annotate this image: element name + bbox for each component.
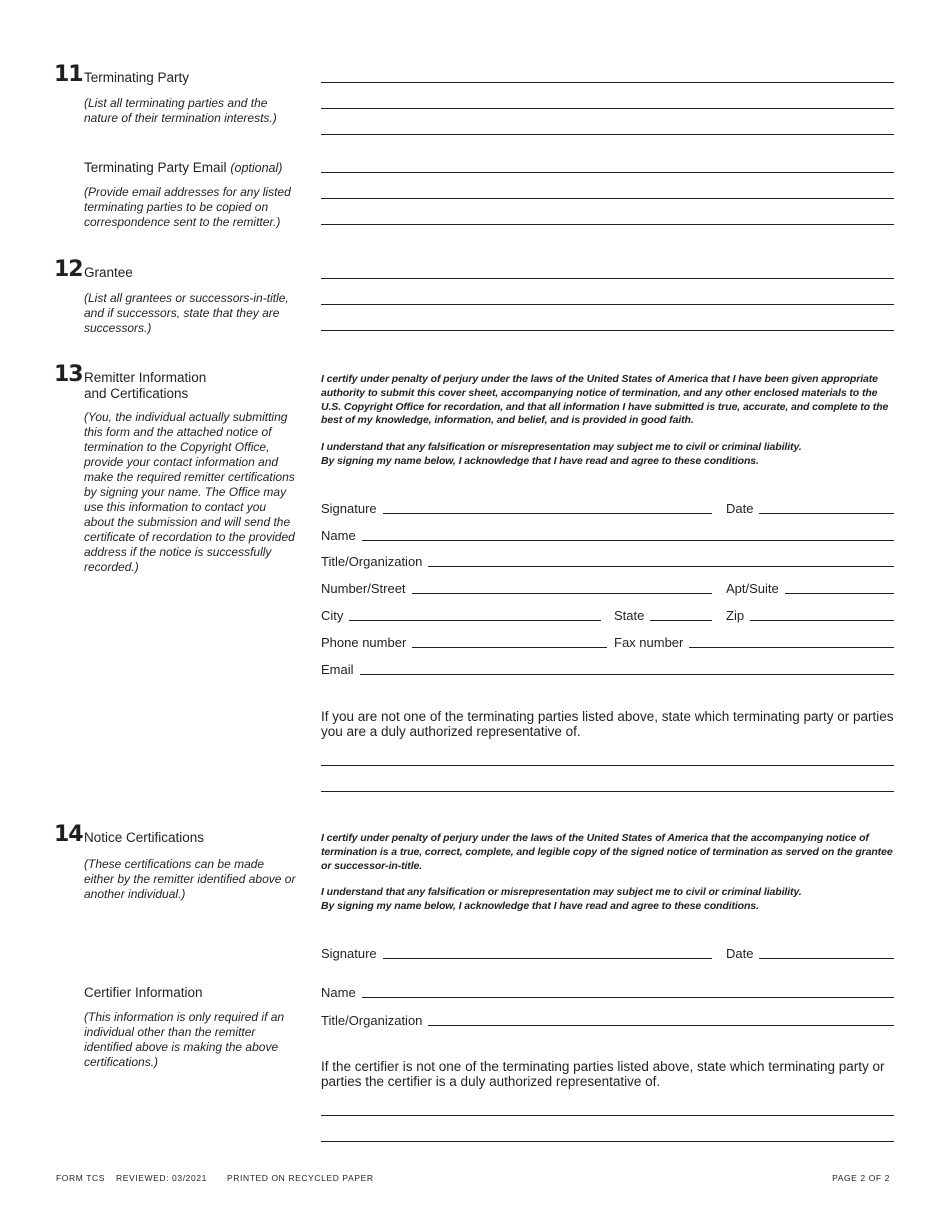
section-11-number: 11 <box>54 62 83 87</box>
signature-label: Signature <box>321 946 377 961</box>
apt-label: Apt/Suite <box>726 581 779 596</box>
grantee-line-2[interactable] <box>321 304 894 305</box>
section-12-title: Grantee <box>84 265 133 280</box>
title-org-label: Title/Organization <box>321 1013 423 1028</box>
name-label: Name <box>321 985 356 1000</box>
notice-cert-paragraph-1: I certify under penalty of perjury under the laws of the United States of America that the accompanying notice of termination is a true, correct, complete, and legible copy of the signed notice of termination as served on the grantee or successor-in-title. <box>321 832 893 872</box>
terminating-party-email-line-2[interactable] <box>321 198 894 199</box>
fax-label: Fax number <box>614 635 684 650</box>
remitter-fax-field[interactable] <box>614 634 894 650</box>
section-13-number: 13 <box>54 362 83 387</box>
city-label: City <box>321 608 344 623</box>
section-11-note: (List all terminating parties and the nature of their termination interests.) <box>84 96 277 125</box>
notice-cert-acknowledge: By signing my name below, I acknowledge that I have read and agree to these conditions. <box>321 900 759 913</box>
remitter-street-field[interactable] <box>321 580 712 596</box>
remitter-cert-paragraph-1: I certify under penalty of perjury under the laws of the United States of America that I have been given appropriate authority to submit this cover sheet, accompanying notice of termination, and any other enclosed materials to the U.S. Copyright Office for recordation, and that all information I have submitted is true, accurate, and complete to the best of my knowledge, information, and belief, and is provided in good faith. <box>321 373 889 427</box>
section-14-note: (These certifications can be made either by the remitter identified above or another individual.) <box>84 857 296 901</box>
street-label: Number/Street <box>321 581 406 596</box>
remitter-city-field[interactable] <box>321 607 601 623</box>
footer-reviewed-date: REVIEWED: 03/2021 <box>116 1173 207 1183</box>
grantee-line-3[interactable] <box>321 330 894 331</box>
terminating-party-line-1[interactable] <box>321 82 894 83</box>
footer-printed-note: PRINTED ON RECYCLED PAPER <box>227 1173 374 1183</box>
remitter-cert-liability: I understand that any falsification or misrepresentation may subject me to civil or criminal liability. <box>321 441 802 454</box>
terminating-party-email-title <box>84 160 282 176</box>
section-12-note: (List all grantees or successors-in-title, and if successors, state that they are successors.) <box>84 291 289 335</box>
certifier-representative-line-1[interactable] <box>321 1115 894 1116</box>
certifier-signature-field[interactable] <box>321 945 712 961</box>
zip-label: Zip <box>726 608 745 623</box>
notice-cert-liability: I understand that any falsification or misrepresentation may subject me to civil or criminal liability. <box>321 886 802 899</box>
remitter-cert-acknowledge: By signing my name below, I acknowledge that I have read and agree to these conditions. <box>321 454 759 467</box>
date-label: Date <box>726 946 754 961</box>
remitter-representative-line-2[interactable] <box>321 791 894 792</box>
remitter-email-field[interactable] <box>321 661 894 677</box>
section-13-note: (You, the individual actually submitting this form and the attached notice of termination to the Copyright Office, provide your contact information and make the required remitter certifications by signing your name. The Office may use this information to contact you about the submission and will send the certificate of recordation to the provided address if the notice is successfully recorded.) <box>84 410 295 574</box>
remitter-date-field[interactable] <box>726 500 894 516</box>
section-14-title: Notice Certifications <box>84 830 205 845</box>
signature-label: Signature <box>321 501 377 516</box>
remitter-cert-paragraph-2 <box>321 441 899 469</box>
terminating-party-email-note: (Provide email addresses for any listed terminating parties to be copied on correspondence sent to the remitter.) <box>84 185 291 229</box>
certifier-title-org-field[interactable] <box>321 1012 894 1028</box>
remitter-representative-text: If you are not one of the terminating parties listed above, state which terminating party or parties you are a duly authorized representative of. <box>321 709 894 739</box>
email-optional-label: (optional) <box>230 161 283 175</box>
remitter-phone-field[interactable] <box>321 634 607 650</box>
section-12-number: 12 <box>54 257 83 282</box>
footer-page-number: PAGE 2 OF 2 <box>832 1173 890 1183</box>
certifier-information-title: Certifier Information <box>84 985 203 1000</box>
certifier-representative-text: If the certifier is not one of the terminating parties listed above, state which terminating party or parties the certifier is a duly authorized representative of. <box>321 1059 885 1089</box>
remitter-name-field[interactable] <box>321 527 894 543</box>
state-label: State <box>614 608 645 623</box>
name-label: Name <box>321 528 356 543</box>
certifier-name-field[interactable] <box>321 984 894 1000</box>
email-title-text: Terminating Party Email <box>84 160 227 175</box>
remitter-representative-line-1[interactable] <box>321 765 894 766</box>
terminating-party-line-3[interactable] <box>321 134 894 135</box>
terminating-party-email-line-3[interactable] <box>321 224 894 225</box>
remitter-zip-field[interactable] <box>726 607 894 623</box>
certifier-information-note: (This information is only required if an individual other than the remitter identified above is making the above certifications.) <box>84 1010 285 1069</box>
certifier-representative-line-2[interactable] <box>321 1141 894 1142</box>
remitter-signature-field[interactable] <box>321 500 712 516</box>
remitter-state-field[interactable] <box>614 607 712 623</box>
remitter-title-org-field[interactable] <box>321 553 894 569</box>
notice-certification <box>321 832 899 914</box>
phone-label: Phone number <box>321 635 407 650</box>
email-label: Email <box>321 662 354 677</box>
terminating-party-email-line-1[interactable] <box>321 172 894 173</box>
section-13-title-line-1: Remitter Information <box>84 370 207 385</box>
section-13-title-line-2: and Certifications <box>84 386 189 401</box>
terminating-party-line-2[interactable] <box>321 108 894 109</box>
section-11-title: Terminating Party <box>84 70 190 85</box>
certifier-date-field[interactable] <box>726 945 894 961</box>
notice-cert-paragraph-2 <box>321 886 899 914</box>
title-org-label: Title/Organization <box>321 554 423 569</box>
grantee-line-1[interactable] <box>321 278 894 279</box>
section-13-title <box>84 370 206 402</box>
remitter-certification <box>321 373 899 469</box>
date-label: Date <box>726 501 754 516</box>
footer-form-name: FORM TCS <box>56 1173 106 1183</box>
section-14-number: 14 <box>54 822 83 847</box>
remitter-apt-field[interactable] <box>726 580 894 596</box>
